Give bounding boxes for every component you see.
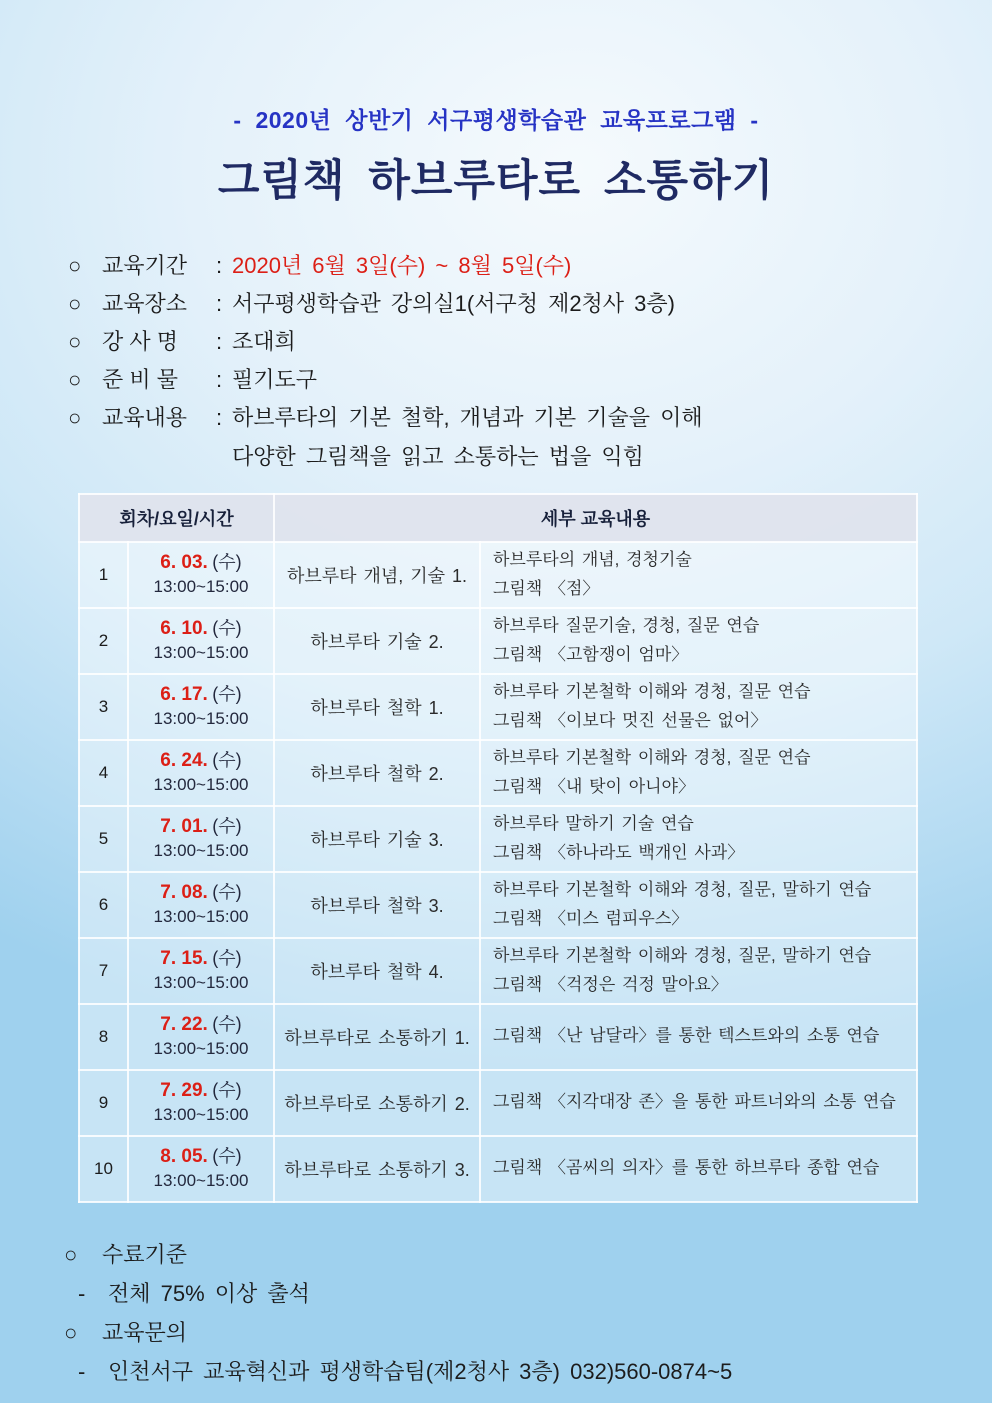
session-contents: 하브루타의 개념, 경청기술 그림책 〈점〉	[480, 542, 917, 608]
circle-bullet-icon: ○	[68, 329, 82, 355]
session-number: 9	[79, 1070, 128, 1136]
session-date: 7. 29. (수)	[160, 1080, 242, 1102]
circle-bullet-icon: ○	[64, 1319, 78, 1345]
session-time: 13:00~15:00	[153, 1170, 249, 1190]
info-colon: :	[215, 405, 223, 431]
session-date: 7. 15. (수)	[160, 948, 242, 970]
info-colon: :	[215, 291, 223, 317]
session-date-time	[128, 608, 274, 674]
circle-bullet-icon: ○	[68, 253, 82, 278]
footer	[64, 1243, 992, 1383]
info-colon: :	[215, 329, 223, 355]
info-label: 교육내용	[102, 405, 188, 431]
circle-bullet-icon: ○	[68, 367, 82, 393]
info-value-instructor: 조대희	[232, 329, 296, 355]
header	[0, 0, 992, 208]
info-value-contents-line1: 하브루타의 기본 철학, 개념과 기본 기술을 이해	[232, 405, 703, 431]
info-value-period: 2020년 6월 3일(수) ~ 8월 5일(수)	[232, 253, 572, 278]
session-number: 5	[79, 806, 128, 872]
session-date-time	[128, 1136, 274, 1202]
table-row	[79, 608, 917, 674]
session-subject: 하브루타로 소통하기 3.	[274, 1136, 480, 1202]
table-row	[79, 1136, 917, 1202]
circle-bullet-icon: ○	[64, 1241, 78, 1267]
session-time: 13:00~15:00	[153, 1038, 249, 1058]
session-number: 4	[79, 740, 128, 806]
session-time: 13:00~15:00	[153, 1104, 249, 1124]
session-subject: 하브루타 기술 3.	[274, 806, 480, 872]
session-number: 10	[79, 1136, 128, 1202]
info-value-place: 서구평생학습관 강의실1(서구청 제2청사 3층)	[232, 291, 675, 317]
info-value-materials: 필기도구	[232, 367, 318, 393]
session-subject: 하브루타 철학 2.	[274, 740, 480, 806]
session-contents: 하브루타 말하기 기술 연습 그림책 〈하나라도 백개인 사과〉	[480, 806, 917, 872]
session-date-time	[128, 740, 274, 806]
session-subject: 하브루타 기술 2.	[274, 608, 480, 674]
info-colon: :	[215, 367, 223, 393]
session-date-time	[128, 872, 274, 938]
session-number: 1	[79, 542, 128, 608]
info-item-materials	[68, 368, 992, 391]
session-subject: 하브루타 철학 4.	[274, 938, 480, 1004]
session-time: 13:00~15:00	[153, 972, 249, 992]
session-time: 13:00~15:00	[153, 906, 249, 926]
session-date: 7. 01. (수)	[160, 816, 242, 838]
table-row	[79, 806, 917, 872]
session-time: 13:00~15:00	[153, 642, 249, 662]
session-number: 3	[79, 674, 128, 740]
completion-criteria-detail: - 전체 75% 이상 출석	[78, 1280, 310, 1306]
session-contents: 하브루타 기본철학 이해와 경청, 질문 연습 그림책 〈이보다 멋진 선물은 없어〉	[480, 674, 917, 740]
session-contents: 하브루타 기본철학 이해와 경청, 질문 연습 그림책 〈내 탓이 아니야〉	[480, 740, 917, 806]
contact-detail	[64, 1360, 992, 1383]
session-date-time	[128, 1004, 274, 1070]
session-date: 6. 03. (수)	[160, 552, 242, 574]
dash-bullet-icon: -	[78, 1358, 86, 1384]
session-date: 6. 24. (수)	[160, 750, 242, 772]
header-session-day-time: 회차/요일/시간	[79, 494, 274, 542]
session-date-time	[128, 938, 274, 1004]
session-subject: 하브루타 개념, 기술 1.	[274, 542, 480, 608]
contact-heading: ○ 교육문의	[64, 1319, 188, 1345]
session-contents: 그림책 〈곰씨의 의자〉를 통한 하브루타 종합 연습	[480, 1136, 917, 1202]
page-title: 그림책 하브루타로 소통하기	[217, 157, 775, 205]
table-row	[79, 1070, 917, 1136]
session-date: 6. 17. (수)	[160, 684, 242, 706]
session-contents: 하브루타 기본철학 이해와 경청, 질문, 말하기 연습 그림책 〈미스 럼피우스〉	[480, 872, 917, 938]
session-subject: 하브루타 철학 3.	[274, 872, 480, 938]
info-label: 준 비 물	[102, 367, 178, 393]
session-time: 13:00~15:00	[153, 576, 249, 596]
table-header-row	[79, 494, 917, 542]
info-label: 교육기간	[102, 253, 188, 278]
table-row	[79, 872, 917, 938]
session-contents: 하브루타 질문기술, 경청, 질문 연습 그림책 〈고함쟁이 엄마〉	[480, 608, 917, 674]
circle-bullet-icon: ○	[68, 291, 82, 317]
session-subject: 하브루타로 소통하기 2.	[274, 1070, 480, 1136]
session-date: 7. 22. (수)	[160, 1014, 242, 1036]
session-contents: 그림책 〈지각대장 존〉을 통한 파트너와의 소통 연습	[480, 1070, 917, 1136]
info-item-period	[68, 254, 992, 277]
table-row	[79, 938, 917, 1004]
table-row	[79, 740, 917, 806]
session-time: 13:00~15:00	[153, 840, 249, 860]
session-date: 6. 10. (수)	[160, 618, 242, 640]
header-detail-contents: 세부 교육내용	[274, 494, 917, 542]
info-label: 강 사 명	[102, 329, 178, 355]
session-date-time	[128, 674, 274, 740]
program-subtitle: - 2020년 상반기 서구평생학습관 교육프로그램 -	[233, 107, 759, 133]
session-subject: 하브루타 철학 1.	[274, 674, 480, 740]
info-item-contents	[68, 406, 992, 468]
session-time: 13:00~15:00	[153, 708, 249, 728]
info-colon: :	[215, 253, 223, 278]
session-number: 8	[79, 1004, 128, 1070]
table-row	[79, 674, 917, 740]
session-contents: 하브루타 기본철학 이해와 경청, 질문, 말하기 연습 그림책 〈걱정은 걱정 말아요〉	[480, 938, 917, 1004]
session-subject: 하브루타로 소통하기 1.	[274, 1004, 480, 1070]
table-row	[79, 1004, 917, 1070]
circle-bullet-icon: ○	[68, 405, 82, 431]
program-info-list	[68, 254, 992, 469]
session-time: 13:00~15:00	[153, 774, 249, 794]
info-value-contents	[232, 406, 703, 468]
completion-criteria-heading: ○ 수료기준	[64, 1241, 188, 1267]
info-item-place	[68, 292, 992, 315]
schedule-table	[78, 493, 918, 1203]
info-value-contents-line2: 다양한 그림책을 읽고 소통하는 법을 익힘	[232, 444, 644, 470]
session-number: 6	[79, 872, 128, 938]
dash-bullet-icon: -	[78, 1280, 86, 1306]
session-number: 7	[79, 938, 128, 1004]
session-date: 8. 05. (수)	[160, 1146, 242, 1168]
session-date-time	[128, 542, 274, 608]
session-date: 7. 08. (수)	[160, 882, 242, 904]
info-label: 교육장소	[102, 291, 188, 317]
session-contents: 그림책 〈난 남달라〉를 통한 텍스트와의 소통 연습	[480, 1004, 917, 1070]
session-number: 2	[79, 608, 128, 674]
info-item-instructor	[68, 330, 992, 353]
session-date-time	[128, 806, 274, 872]
contact-phone: 인천서구 교육혁신과 평생학습팀(제2청사 3층) 032)560-0874~5	[108, 1358, 733, 1384]
session-date-time	[128, 1070, 274, 1136]
table-row	[79, 542, 917, 608]
